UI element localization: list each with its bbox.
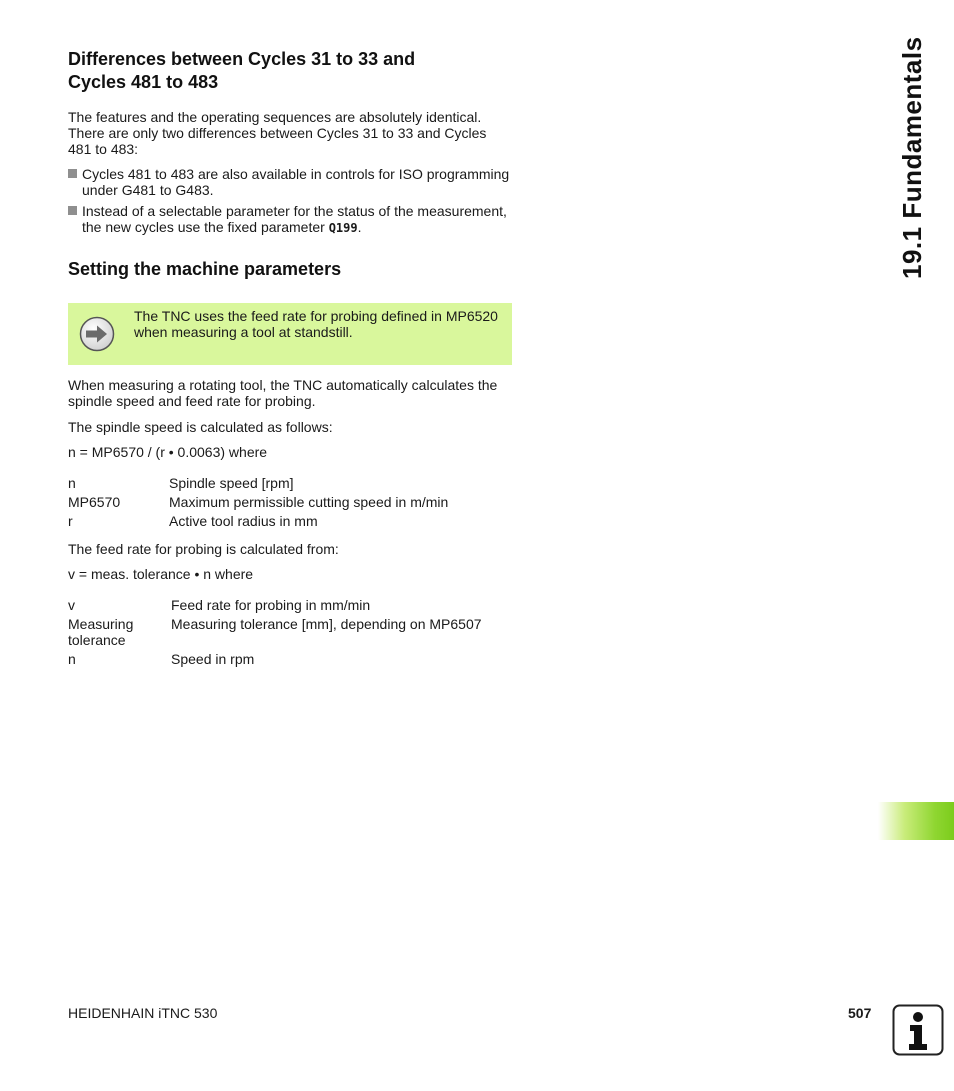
section-heading: Setting the machine parameters (68, 259, 342, 279)
heading-line-2: Cycles 481 to 483 (68, 72, 219, 92)
heading-line-1: Differences between Cycles 31 to 33 and (68, 49, 416, 69)
bullet-text-after: . (357, 219, 362, 235)
bullet-text (82, 203, 513, 236)
bullet-item (68, 203, 513, 236)
paragraph: When measuring a rotating tool, the TNC automatically calculates the spindle speed and feed rate for probing. (68, 377, 498, 409)
definition-term: n (68, 651, 76, 667)
bullet-square-icon (68, 169, 77, 178)
bullet-text: Cycles 481 to 483 are also available in controls for ISO programming under G481 to G483. (82, 166, 510, 198)
definition-term: v (68, 597, 75, 613)
section-heading (68, 48, 528, 94)
definition-description: Spindle speed [rpm] (169, 475, 294, 491)
info-icon (892, 1004, 944, 1056)
chapter-title: 19.1 Fundamentals (897, 36, 927, 279)
definition-description: Speed in rpm (171, 651, 255, 667)
definition-description: Maximum permissible cutting speed in m/min (169, 494, 449, 510)
definition-description: Feed rate for probing in mm/min (171, 597, 371, 613)
note-box (68, 303, 512, 365)
arrow-right-icon (79, 316, 115, 352)
paragraph: The spindle speed is calculated as follows: (68, 419, 333, 435)
footer-product: HEIDENHAIN iTNC 530 (68, 1005, 218, 1021)
definition-term: MP6570 (68, 494, 121, 510)
definition-term: Measuring tolerance (68, 616, 134, 648)
page-number: 507 (848, 1005, 872, 1021)
bullet-square-icon (68, 206, 77, 215)
bullet-text-before: Instead of a selectable parameter for the status of the measurement, the new cycles use the fixed parameter (82, 203, 507, 235)
definition-term: r (68, 513, 73, 529)
definition-term: n (68, 475, 76, 491)
chapter-tab (878, 802, 954, 840)
definition-description: Active tool radius in mm (169, 513, 318, 529)
formula: v = meas. tolerance • n where (68, 566, 254, 582)
note-text: The TNC uses the feed rate for probing defined in MP6520 when measuring a tool at standstill. (134, 308, 498, 340)
definition-description: Measuring tolerance [mm], depending on MP6507 (171, 616, 482, 632)
paragraph: The feed rate for probing is calculated from: (68, 541, 339, 557)
parameter-code: Q199 (328, 221, 358, 235)
intro-paragraph: The features and the operating sequences are absolutely identical. There are only two differences between Cycles 31 to 33 and Cycles 481 to 483: (68, 109, 487, 157)
formula: n = MP6570 / (r • 0.0063) where (68, 444, 268, 460)
bullet-item (68, 166, 513, 198)
